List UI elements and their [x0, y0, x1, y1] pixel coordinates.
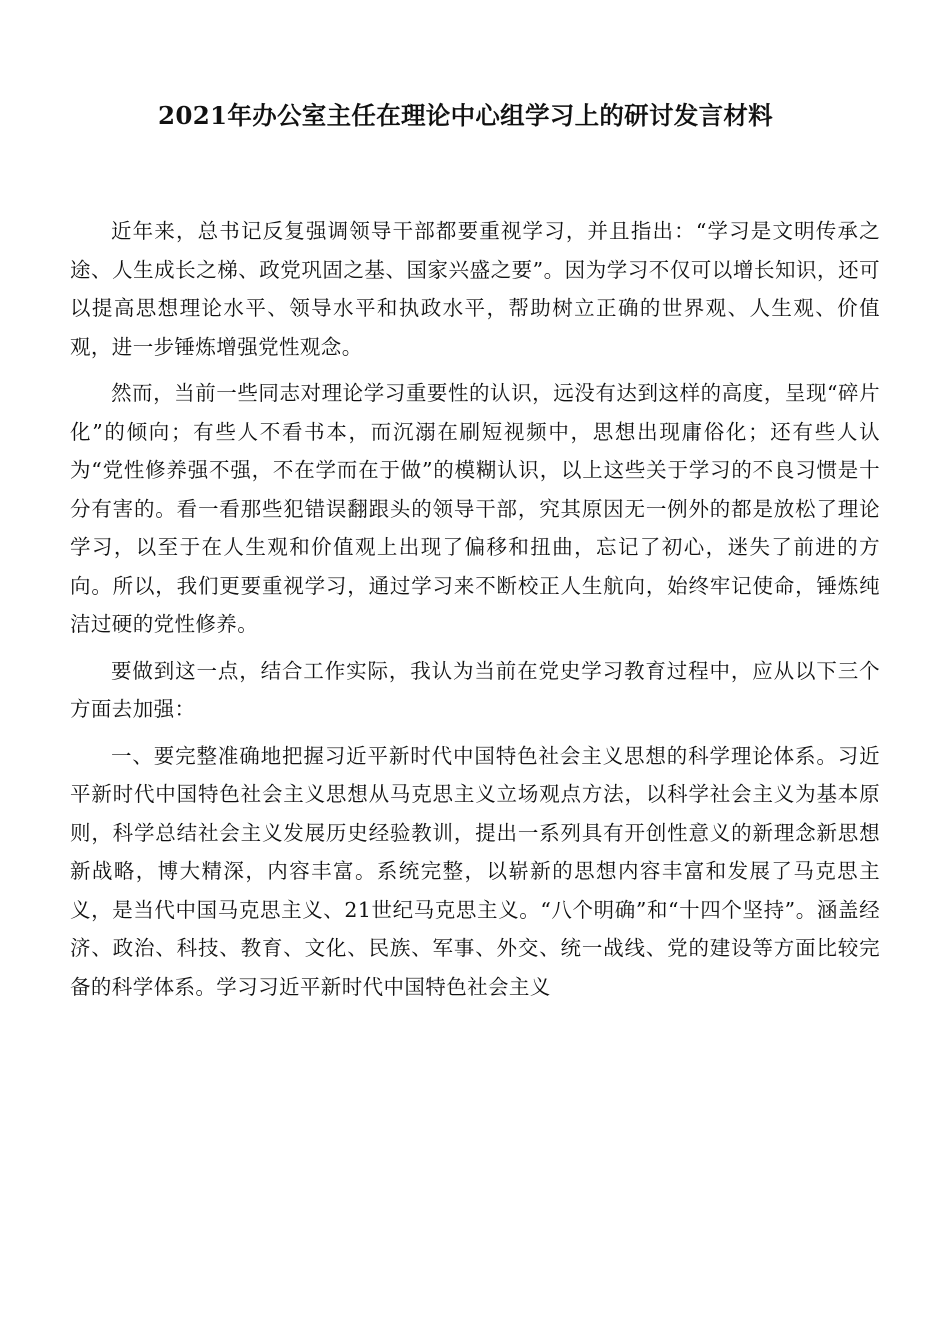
document-title: 2021年办公室主任在理论中心组学习上的研讨发言材料 [158, 101, 773, 130]
paragraph-4: 一、要完整准确地把握习近平新时代中国特色社会主义思想的科学理论体系。习近平新时代中国特色社会主义思想从马克思主义立场观点方法，以科学社会主义为基本原则，科学总结社会主义发展历史经验教训，提出一系列具有开创性意义的新理念新思想新战略，博大精深，内容丰富。系统完整，以崭新的思想内容丰富和发展了马克思主义，是当代中国马克思主义、21世纪马克思主义。“八个明确”和“十四个坚持”。涵盖经济、政治、科技、教育、文化、民族、军事、外交、统一战线、党的建设等方面比较完备的科学体系。学习习近平新时代中国特色社会主义 [70, 743, 880, 999]
paragraph-1: 近年来，总书记反复强调领导干部都要重视学习，并且指出：“学习是文明传承之途、人生成长之梯、政党巩固之基、国家兴盛之要”。因为学习不仅可以增长知识，还可以提高思想理论水平、领导水平和执政水平，帮助树立正确的世界观、人生观、价值观，进一步锤炼增强党性观念。 [70, 219, 880, 359]
paragraph-2: 然而，当前一些同志对理论学习重要性的认识，远没有达到这样的高度，呈现“碎片化”的倾向；有些人不看书本，而沉溺在刷短视频中，思想出现庸俗化；还有些人认为“党性修养强不强，不在学而在于做”的模糊认识，以上这些关于学习的不良习惯是十分有害的。看一看那些犯错误翻跟头的领导干部，究其原因无一例外的都是放松了理论学习，以至于在人生观和价值观上出现了偏移和扭曲，忘记了初心，迷失了前进的方向。所以，我们更要重视学习，通过学习来不断校正人生航向，始终牢记使命，锤炼纯洁过硬的党性修养。 [70, 381, 880, 636]
paragraph-3: 要做到这一点，结合工作实际，我认为当前在党史学习教育过程中，应从以下三个方面去加强： [70, 658, 880, 721]
document-body [70, 212, 880, 1014]
